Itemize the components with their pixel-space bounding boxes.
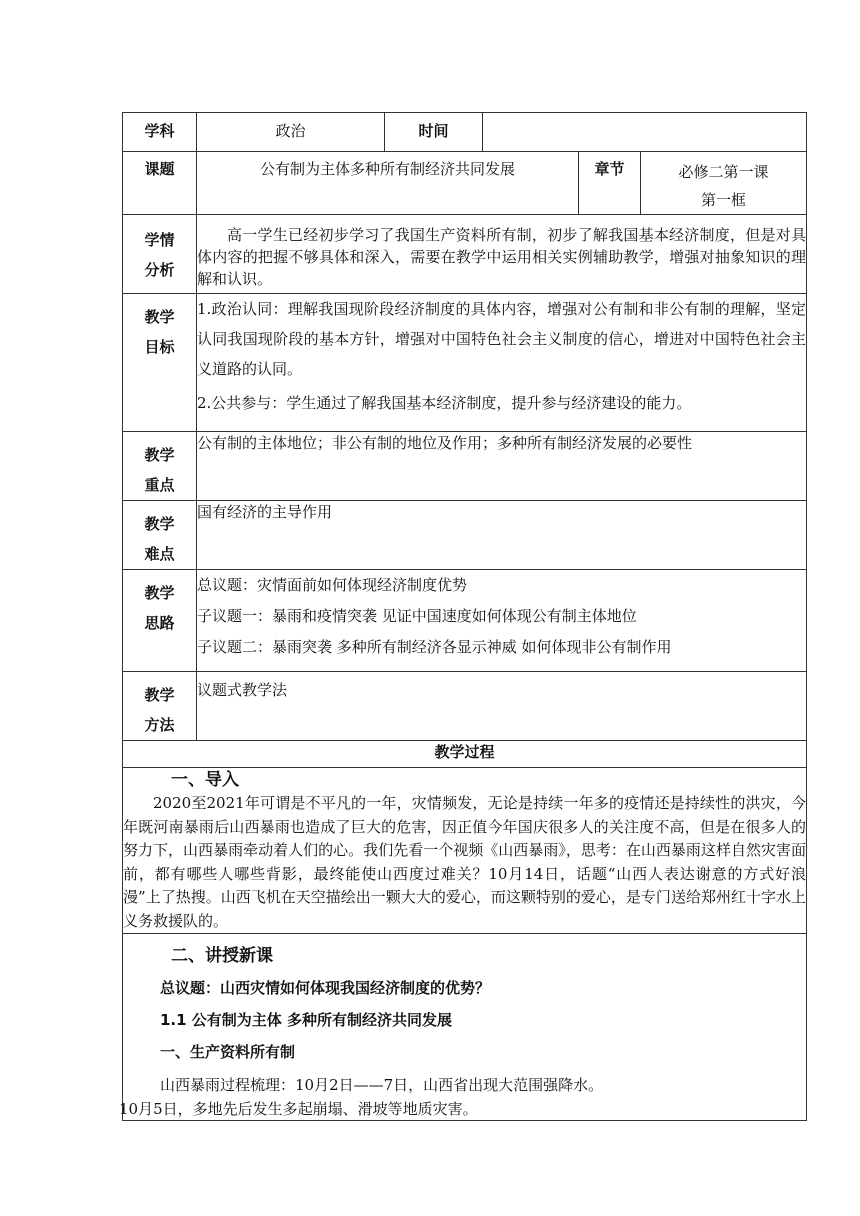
chapter-line-1: 必修二第一课: [678, 163, 769, 181]
subject-label: 学科: [123, 113, 197, 152]
subject-value: 政治: [197, 113, 385, 152]
time-label: 时间: [385, 113, 483, 152]
chapter-label: 章节: [579, 152, 641, 215]
method-label-line-2: 方法: [144, 716, 175, 734]
approach-text-2: 子议题一：暴雨和疫情突袭 见证中国速度如何体现公有制主体地位: [197, 607, 637, 625]
sub-heading: 一、生产资料所有制: [160, 1043, 296, 1061]
approach-label: [123, 570, 197, 672]
topic-row: [123, 152, 807, 215]
chapter-line-2: 第一框: [701, 191, 747, 209]
difficulties-cell: [197, 501, 807, 570]
key-points-label-line-1: 教学: [144, 446, 175, 464]
goals-text-2: 2.公共参与：学生通过了解我国基本经济制度，提升参与经济建设的能力。: [197, 394, 692, 412]
topic-label: 课题: [123, 152, 197, 215]
difficulties-text: 国有经济的主导作用: [197, 503, 333, 521]
goals-label: [123, 294, 197, 432]
goals-row: [123, 294, 807, 432]
topic-value: 公有制为主体多种所有制经济共同发展: [197, 152, 579, 215]
key-points-cell: [197, 432, 807, 501]
process-title: 教学过程: [123, 741, 807, 768]
timeline-line-2: 10月5日，多地先后发生多起崩塌、滑坡等地质灾害。: [119, 1100, 478, 1118]
intro-row: [123, 768, 807, 934]
analysis-row: [123, 215, 807, 294]
approach-label-line-2: 思路: [144, 614, 175, 632]
method-label-line-1: 教学: [144, 686, 175, 704]
difficulties-label: [123, 501, 197, 570]
analysis-cell: [197, 215, 807, 294]
chapter-value: [641, 152, 807, 215]
main-topic-line: 总议题：山西灾情如何体现我国经济制度的优势？: [160, 979, 491, 997]
difficulties-label-line-2: 难点: [144, 545, 175, 563]
difficulties-label-line-1: 教学: [144, 515, 175, 533]
intro-cell: [123, 768, 807, 934]
key-points-text: 公有制的主体地位；非公有制的地位及作用；多种所有制经济发展的必要性: [197, 434, 693, 452]
method-row: [123, 672, 807, 741]
intro-heading: 一、导入: [171, 770, 239, 790]
approach-text-3: 子议题二：暴雨突袭 多种所有制经济各显示神威 如何体现非公有制作用: [197, 638, 672, 656]
method-text: 议题式教学法: [197, 681, 288, 699]
subject-row: [123, 113, 807, 152]
approach-cell: [197, 570, 807, 672]
analysis-label: [123, 215, 197, 294]
key-points-label: [123, 432, 197, 501]
method-cell: [197, 672, 807, 741]
approach-label-line-1: 教学: [144, 584, 175, 602]
approach-text-1: 总议题：灾情面前如何体现经济制度优势: [197, 576, 468, 594]
goals-cell: [197, 294, 807, 432]
lesson-plan-table: [119, 112, 807, 1121]
difficulties-row: [123, 501, 807, 570]
new-lesson-row: [123, 934, 807, 1121]
analysis-label-line-2: 分析: [144, 261, 175, 279]
key-points-row: [123, 432, 807, 501]
goals-label-line-1: 教学: [144, 308, 175, 326]
process-title-row: [123, 741, 807, 768]
goals-text-1: 1.政治认同：理解我国现阶段经济制度的具体内容，增强对公有制和非公有制的理解，坚定认同我国现阶段的基本方针，增强对中国特色社会主义制度的信心，增进对中国特色社会主义道路的认同。: [197, 300, 807, 378]
lesson-plan-page: [119, 112, 807, 1121]
new-lesson-heading: 二、讲授新课: [171, 946, 273, 966]
intro-paragraph: 2020至2021年可谓是不平凡的一年，灾情频发，无论是持续一年多的疫情还是持续性的洪灾，今年既河南暴雨后山西暴雨也造成了巨大的危害，因正值今年国庆很多人的关注度不高，但是在很多人的努力下，山西暴雨牵动着人们的心。我们先看一个视频《山西暴雨》，思考：在山西暴雨这样自然灾害面前，都有哪些人哪些背影，最终能使山西度过难关？10月14日，话题“山西人表达谢意的方式好浪漫”上了热搜。山西飞机在天空描绘出一颗大大的爱心，而这颗特别的爱心，是专门送给郑州红十字水上义务救援队的。: [123, 794, 807, 930]
section-line: 1.1 公有制为主体 多种所有制经济共同发展: [160, 1011, 453, 1029]
key-points-label-line-2: 重点: [144, 476, 175, 494]
time-value: [483, 113, 807, 152]
approach-row: [123, 570, 807, 672]
analysis-label-line-1: 学情: [144, 231, 175, 249]
goals-label-line-2: 目标: [144, 338, 175, 356]
analysis-text: 高一学生已经初步学习了我国生产资料所有制，初步了解我国基本经济制度，但是对具体内容的把握不够具体和深入，需要在教学中运用相关实例辅助教学，增强对抽象知识的理解和认识。: [197, 226, 807, 288]
new-lesson-cell: [119, 934, 807, 1121]
timeline-line-1: 山西暴雨过程梳理：10月2日——7日，山西省出现大范围强降水。: [160, 1076, 604, 1094]
method-label: [123, 672, 197, 741]
